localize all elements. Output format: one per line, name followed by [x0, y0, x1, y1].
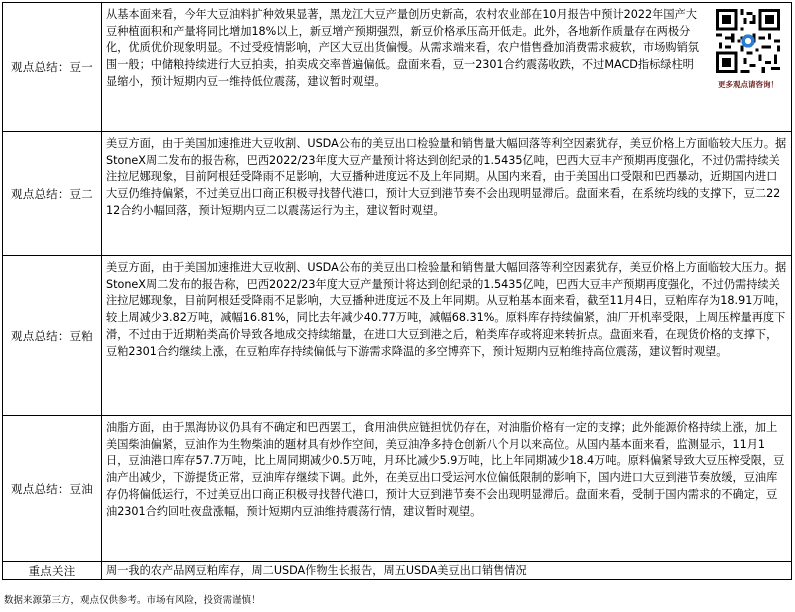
- table-row: [3, 3, 792, 132]
- row-label-soybean-oil: 观点总结：豆油: [3, 416, 102, 562]
- row-label-focus: 重点关注: [3, 562, 102, 580]
- qr-block: [709, 7, 787, 94]
- table-row: [3, 132, 792, 256]
- table-row: [3, 256, 792, 416]
- table-row: [3, 416, 792, 562]
- row-content-focus: 周一我的农产品网豆粕库存，周二USDA作物生长报告，周五USDA美豆出口销售情况: [102, 562, 792, 580]
- viewpoint-table: [2, 2, 792, 580]
- row-content-soybean-oil: 油脂方面，由于黑海协议仍具有不确定和巴西罢工，食用油供应链担忧仍存在，对油脂价格有一定的支撑；此外能源价格持续上涨，加上美国柴油偏紧，豆油作为生物柴油的题材具有炒作空间，美豆油净多持仓创新八个月以来高位。从国内基本面来看，监测显示，11月1日，豆油港口库存57.7万吨，比上周同期减少0.5万吨，月环比减少5.9万吨，比上年同期减少18.4万吨。原料偏紧导致大豆压榨受限，豆油产出减少，下游提货正常，豆油库存继续下调。此外，在美豆出口受运河水位偏低限制的影响下，国内进口大豆到港节奏放缓，豆油库存仍将偏低运行，不过美豆出口商正积极寻找替代港口，预计大豆到港节奏不会出现明显滞后。盘面来看，受制于国内需求的不确定，豆油2301合约回吐夜盘涨幅，预计短期内豆油维持震荡行情，建议暂时观望。: [102, 416, 792, 562]
- row-content-soybean-one: [102, 3, 792, 132]
- disclaimer-footer: 数据来源第三方，观点仅供参考。市场有风险，投资需谨慎！: [4, 595, 261, 606]
- row-label-soybean-meal: 观点总结：豆粕: [3, 256, 102, 416]
- qr-code-icon: [716, 9, 780, 73]
- row-label-soybean-two: 观点总结：豆二: [3, 132, 102, 256]
- row-content-soybean-meal: 美豆方面，由于美国加速推进大豆收割、USDA公布的美豆出口检验量和销售量大幅回落等利空因素犹存，美豆价格上方面临较大压力。据StoneX周二发布的报告称，巴西2022/23年度大豆产量预计将达到创纪录的1.5435亿吨，巴西大豆丰产预期再度强化，不过仍需持续关注拉尼娜现象，目前阿根廷受降雨不足影响，大豆播种进度远不及上年同期。从豆粕基本面来看，截至11月4日，豆粕库存为18.91万吨，较上周减少3.82万吨，减幅16.81%，同比去年减少40.77万吨，减幅68.31%。原料库存持续偏紧，油厂开机率受限，上周压榨量再度下滑，不过由于近期粕类高价导致各地成交持续缩量，在进口大豆到港之后，粕类库存或将迎来转折点。盘面来看，在现货价格的支撑下，豆粕2301合约继续上涨，在豆粕库存持续偏低与下游需求降温的多空博弈下，预计短期内豆粕维持高位震荡，建议暂时观望。: [102, 256, 792, 416]
- row-label-soybean-one: 观点总结：豆一: [3, 3, 102, 132]
- table-row: [3, 562, 792, 580]
- row-content-soybean-two: 美豆方面，由于美国加速推进大豆收割、USDA公布的美豆出口检验量和销售量大幅回落等利空因素犹存，美豆价格上方面临较大压力。据StoneX周二发布的报告称，巴西2022/23年度大豆产量预计将达到创纪录的1.5435亿吨，巴西大豆丰产预期再度强化，不过仍需持续关注拉尼娜现象，目前阿根廷受降雨不足影响，大豆播种进度远不及上年同期。从国内来看，由于美国出口受限和巴西暴动，近期国内进口大豆仍维持偏紧，不过美豆出口商正积极寻找替代港口，预计大豆到港节奏不会出现明显滞后。盘面来看，在系统均线的支撑下，豆二2212合约小幅回落，预计短期内豆二以震荡运行为主，建议暂时观望。: [102, 132, 792, 256]
- qr-caption: 更多观点请咨询！: [718, 80, 778, 89]
- soybean-one-text: 从基本面来看，今年大豆油料扩种效果显著，黑龙江大豆产量创历史新高，农村农业部在10月报告中预计2022年国产大豆种植面积和产量将同比增加18%以上，新豆增产预期强烈，新豆价格承压高开低走。此外，各地新作质量存在两极分化，优质优价现象明显。不过受疫情影响，产区大豆出货偏慢。从需求端来看，农户惜售叠加消费需求疲软，市场购销氛围一般；中储粮持续进行大豆拍卖，拍卖成交率普遍偏低。盘面来看，豆一2301合约震荡收跌，不过MACD指标绿柱明显缩小，预计短期内豆一维持低位震荡，建议暂时观望。: [106, 8, 699, 88]
